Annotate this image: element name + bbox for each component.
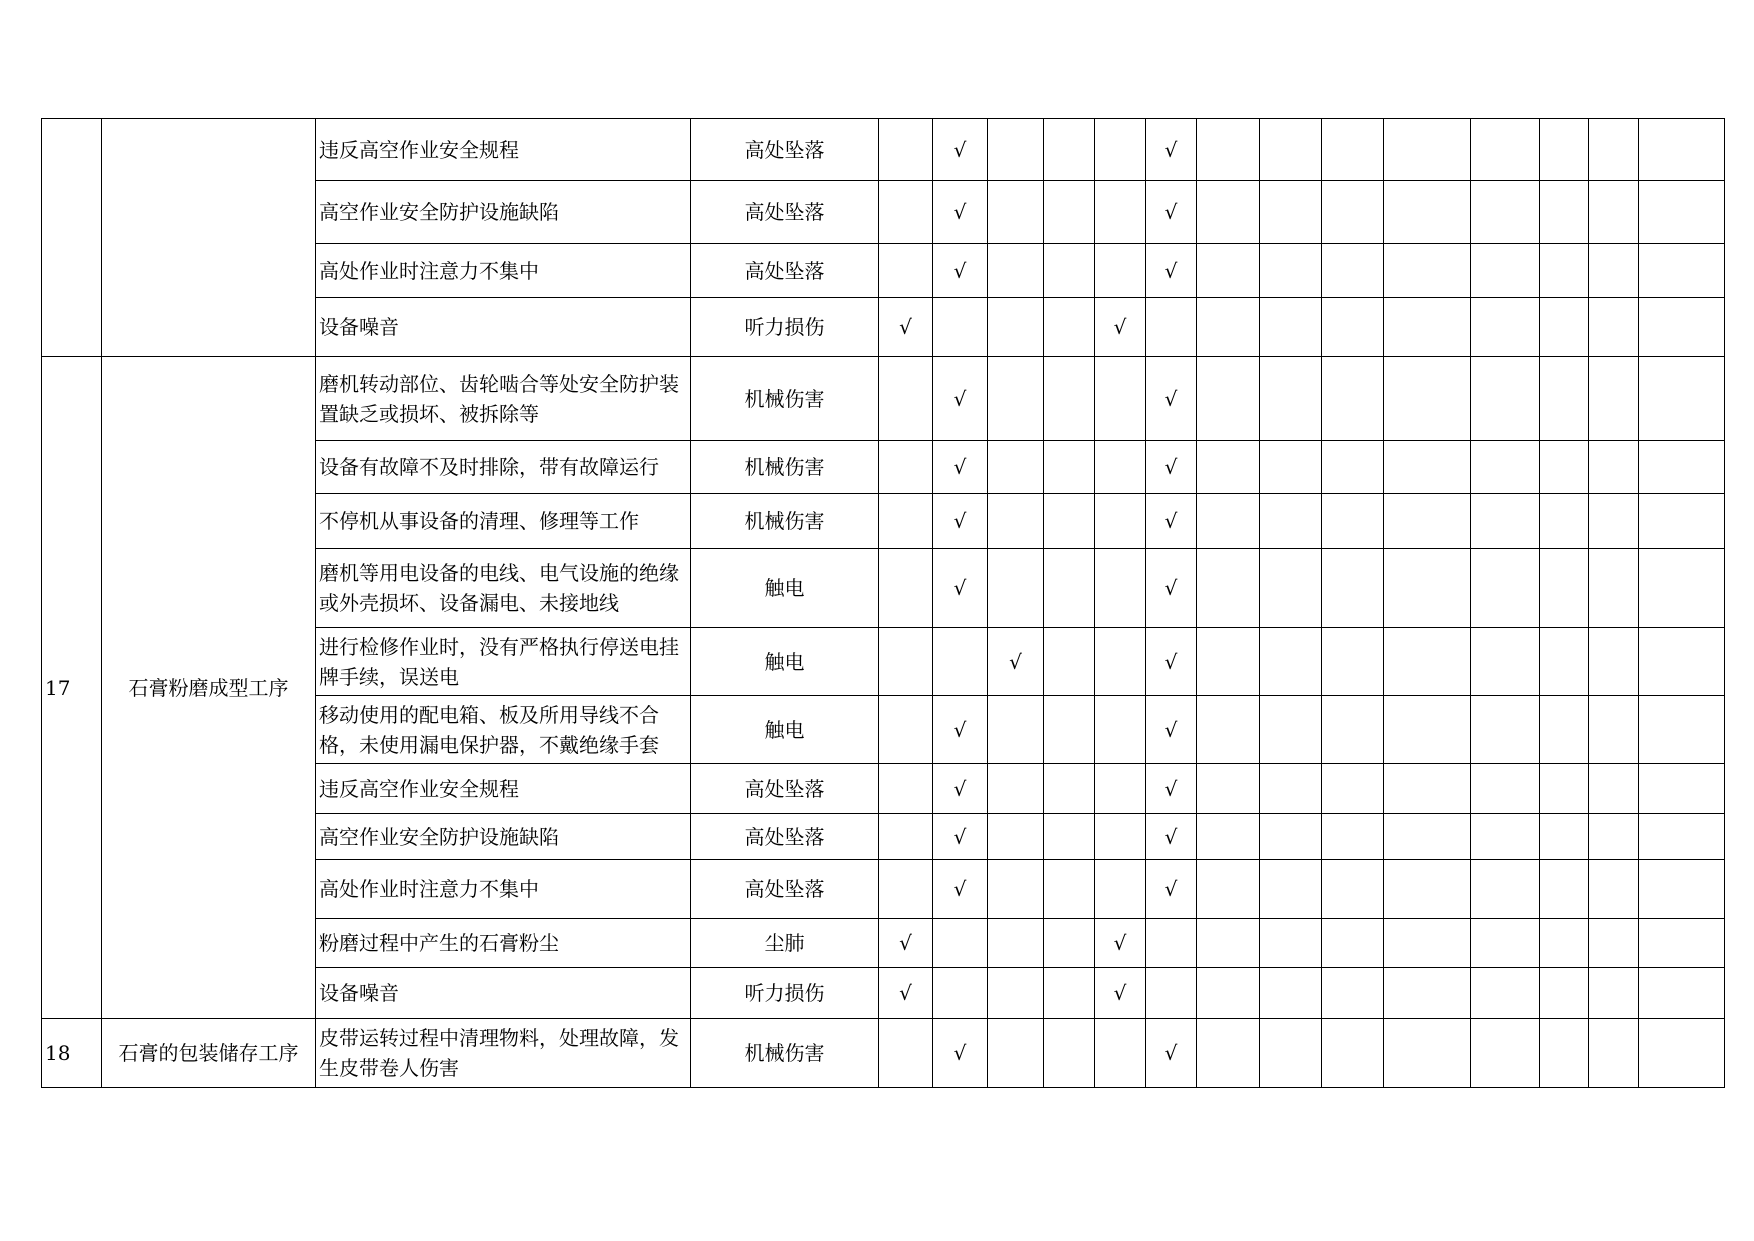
check-cell <box>1322 244 1384 298</box>
hazard-factor-cell: 高空作业安全防护设施缺陷 <box>316 814 691 860</box>
check-cell <box>1044 696 1095 764</box>
check-cell <box>1471 968 1540 1019</box>
check-cell <box>988 549 1044 628</box>
check-mark-icon: √ <box>1164 576 1178 600</box>
check-mark-icon: √ <box>1164 649 1178 674</box>
check-cell <box>1471 357 1540 441</box>
hazard-factor-cell: 进行检修作业时，没有严格执行停送电挂牌手续，误送电 <box>316 628 691 696</box>
check-cell <box>1589 244 1639 298</box>
check-cell <box>1146 441 1197 494</box>
accident-type-cell: 听力损伤 <box>691 968 879 1019</box>
hazard-factor-cell: 高处作业时注意力不集中 <box>316 860 691 919</box>
check-cell <box>1639 494 1725 549</box>
check-cell <box>1639 696 1725 764</box>
check-cell <box>988 357 1044 441</box>
check-cell <box>1044 119 1095 181</box>
check-cell <box>1260 244 1322 298</box>
check-cell <box>1471 119 1540 181</box>
accident-type-cell: 尘肺 <box>691 919 879 968</box>
check-cell <box>933 860 988 919</box>
check-cell <box>1044 860 1095 919</box>
check-cell <box>988 441 1044 494</box>
check-cell <box>879 357 933 441</box>
check-cell <box>879 494 933 549</box>
check-cell <box>1384 919 1471 968</box>
check-cell <box>933 357 988 441</box>
check-mark-icon: √ <box>953 200 967 224</box>
check-cell <box>988 1019 1044 1088</box>
check-mark-icon: √ <box>953 824 967 849</box>
check-cell <box>879 919 933 968</box>
check-cell <box>1146 119 1197 181</box>
check-cell <box>879 764 933 814</box>
check-cell <box>1639 628 1725 696</box>
check-cell <box>1540 119 1589 181</box>
check-cell <box>1197 494 1260 549</box>
check-cell <box>879 628 933 696</box>
check-mark-icon: √ <box>1009 649 1022 674</box>
check-cell <box>1639 357 1725 441</box>
check-cell <box>1471 298 1540 357</box>
check-cell <box>1471 628 1540 696</box>
check-cell <box>1384 119 1471 181</box>
check-cell <box>1589 494 1639 549</box>
check-cell <box>1146 919 1197 968</box>
check-cell <box>1589 814 1639 860</box>
check-mark-icon: √ <box>1164 824 1178 849</box>
check-cell <box>1471 549 1540 628</box>
check-cell <box>1095 968 1146 1019</box>
check-cell <box>988 919 1044 968</box>
check-cell <box>1384 494 1471 549</box>
check-cell <box>1540 549 1589 628</box>
check-cell <box>1471 181 1540 244</box>
check-cell <box>1322 814 1384 860</box>
check-cell <box>1044 549 1095 628</box>
check-cell <box>1197 1019 1260 1088</box>
check-cell <box>1095 357 1146 441</box>
check-cell <box>1044 919 1095 968</box>
check-cell <box>1639 441 1725 494</box>
check-cell <box>1589 298 1639 357</box>
check-cell <box>1322 441 1384 494</box>
check-cell <box>1639 919 1725 968</box>
check-cell <box>1197 860 1260 919</box>
check-cell <box>1260 298 1322 357</box>
check-cell <box>1146 244 1197 298</box>
check-cell <box>1322 696 1384 764</box>
check-cell <box>933 814 988 860</box>
check-cell <box>1540 860 1589 919</box>
check-cell <box>1197 919 1260 968</box>
check-cell <box>1044 628 1095 696</box>
check-cell <box>1589 919 1639 968</box>
check-cell <box>1471 919 1540 968</box>
accident-type-cell: 机械伤害 <box>691 1019 879 1088</box>
check-cell <box>1260 628 1322 696</box>
check-cell <box>1095 1019 1146 1088</box>
check-cell <box>1471 814 1540 860</box>
check-cell <box>1044 1019 1095 1088</box>
check-cell <box>1384 814 1471 860</box>
hazard-factor-cell: 不停机从事设备的清理、修理等工作 <box>316 494 691 549</box>
check-cell <box>1540 244 1589 298</box>
check-cell <box>1471 860 1540 919</box>
table-row <box>42 1019 1725 1088</box>
check-cell <box>1044 814 1095 860</box>
check-cell <box>1197 298 1260 357</box>
hazard-factor-cell: 设备噪音 <box>316 298 691 357</box>
check-cell <box>1197 441 1260 494</box>
check-cell <box>933 549 988 628</box>
accident-type-cell: 机械伤害 <box>691 357 879 441</box>
check-cell <box>933 181 988 244</box>
check-cell <box>1044 357 1095 441</box>
check-cell <box>1384 968 1471 1019</box>
check-cell <box>1540 357 1589 441</box>
check-cell <box>879 860 933 919</box>
check-cell <box>1540 814 1589 860</box>
check-cell <box>1197 814 1260 860</box>
hazard-factor-cell: 皮带运转过程中清理物料，处理故障，发生皮带卷人伤害 <box>316 1019 691 1088</box>
accident-type-cell: 触电 <box>691 628 879 696</box>
check-cell <box>988 244 1044 298</box>
check-cell <box>1044 244 1095 298</box>
check-cell <box>1260 441 1322 494</box>
check-cell <box>1095 814 1146 860</box>
check-cell <box>1322 549 1384 628</box>
check-cell <box>1260 814 1322 860</box>
check-cell <box>1197 119 1260 181</box>
check-cell <box>1639 181 1725 244</box>
check-mark-icon: √ <box>953 455 967 479</box>
check-cell <box>879 441 933 494</box>
check-cell <box>1589 357 1639 441</box>
check-cell <box>1384 549 1471 628</box>
check-cell <box>988 860 1044 919</box>
check-cell <box>1197 357 1260 441</box>
check-mark-icon: √ <box>1113 931 1127 955</box>
check-cell <box>879 298 933 357</box>
check-cell <box>1589 441 1639 494</box>
check-cell <box>1384 628 1471 696</box>
accident-type-cell: 机械伤害 <box>691 494 879 549</box>
check-cell <box>1260 357 1322 441</box>
accident-type-cell: 高处坠落 <box>691 119 879 181</box>
check-mark-icon: √ <box>1113 981 1127 1005</box>
check-cell <box>1540 764 1589 814</box>
check-cell <box>1260 696 1322 764</box>
check-cell <box>1589 764 1639 814</box>
check-cell <box>1197 549 1260 628</box>
check-cell <box>1384 860 1471 919</box>
accident-type-cell: 高处坠落 <box>691 860 879 919</box>
check-mark-icon: √ <box>899 981 912 1005</box>
check-cell <box>1639 1019 1725 1088</box>
check-cell <box>1322 628 1384 696</box>
check-cell <box>1471 764 1540 814</box>
check-cell <box>879 549 933 628</box>
check-cell <box>933 298 988 357</box>
check-cell <box>1589 968 1639 1019</box>
check-mark-icon: √ <box>953 877 967 901</box>
check-cell <box>1146 181 1197 244</box>
check-cell <box>1044 181 1095 244</box>
check-cell <box>1589 119 1639 181</box>
hazard-factor-cell: 违反高空作业安全规程 <box>316 764 691 814</box>
check-mark-icon: √ <box>1164 1041 1178 1065</box>
process-cell: 石膏的包装储存工序 <box>102 1019 316 1088</box>
check-cell <box>988 696 1044 764</box>
hazard-factor-cell: 高处作业时注意力不集中 <box>316 244 691 298</box>
check-cell <box>1095 298 1146 357</box>
check-cell <box>879 814 933 860</box>
check-cell <box>1639 298 1725 357</box>
check-cell <box>1322 298 1384 357</box>
check-mark-icon: √ <box>953 258 967 283</box>
check-cell <box>933 494 988 549</box>
row-number-cell: 17 <box>42 357 102 1019</box>
check-cell <box>1540 494 1589 549</box>
check-mark-icon: √ <box>1164 137 1178 162</box>
check-cell <box>1540 919 1589 968</box>
check-cell <box>1260 968 1322 1019</box>
check-cell <box>1471 441 1540 494</box>
row-number-cell: 18 <box>42 1019 102 1088</box>
check-mark-icon: √ <box>1164 717 1178 742</box>
check-cell <box>1146 968 1197 1019</box>
check-cell <box>988 968 1044 1019</box>
check-cell <box>1639 244 1725 298</box>
check-cell <box>1589 1019 1639 1088</box>
accident-type-cell: 机械伤害 <box>691 441 879 494</box>
check-cell <box>1146 860 1197 919</box>
check-cell <box>988 181 1044 244</box>
check-mark-icon: √ <box>953 386 967 411</box>
check-cell <box>1322 357 1384 441</box>
check-cell <box>1146 696 1197 764</box>
check-cell <box>1197 244 1260 298</box>
check-cell <box>1197 181 1260 244</box>
check-cell <box>1639 764 1725 814</box>
check-cell <box>1322 860 1384 919</box>
check-cell <box>1095 244 1146 298</box>
check-mark-icon: √ <box>899 315 912 339</box>
check-cell <box>1471 696 1540 764</box>
check-cell <box>1639 549 1725 628</box>
check-cell <box>1589 628 1639 696</box>
check-cell <box>879 1019 933 1088</box>
check-cell <box>879 244 933 298</box>
check-cell <box>1044 441 1095 494</box>
process-cell: 石膏粉磨成型工序 <box>102 357 316 1019</box>
check-cell <box>1639 968 1725 1019</box>
check-cell <box>879 696 933 764</box>
process-cell <box>102 119 316 357</box>
check-mark-icon: √ <box>1164 776 1178 801</box>
check-cell <box>1260 494 1322 549</box>
check-cell <box>1384 441 1471 494</box>
check-mark-icon: √ <box>953 776 967 801</box>
hazard-factor-cell: 磨机等用电设备的电线、电气设施的绝缘或外壳损坏、设备漏电、未接地线 <box>316 549 691 628</box>
check-cell <box>1322 764 1384 814</box>
check-cell <box>1384 764 1471 814</box>
hazard-factor-cell: 违反高空作业安全规程 <box>316 119 691 181</box>
check-cell <box>1540 628 1589 696</box>
check-mark-icon: √ <box>1164 258 1178 283</box>
check-cell <box>1095 919 1146 968</box>
check-cell <box>1639 814 1725 860</box>
check-cell <box>1260 919 1322 968</box>
accident-type-cell: 触电 <box>691 696 879 764</box>
check-cell <box>1589 181 1639 244</box>
check-cell <box>1384 357 1471 441</box>
check-cell <box>1146 814 1197 860</box>
check-cell <box>1044 764 1095 814</box>
check-cell <box>1384 696 1471 764</box>
check-cell <box>1322 181 1384 244</box>
check-mark-icon: √ <box>953 576 967 600</box>
check-cell <box>933 764 988 814</box>
check-cell <box>1095 119 1146 181</box>
check-cell <box>879 181 933 244</box>
check-cell <box>1095 628 1146 696</box>
check-cell <box>1260 764 1322 814</box>
check-cell <box>1146 628 1197 696</box>
check-cell <box>988 764 1044 814</box>
check-cell <box>1095 549 1146 628</box>
check-cell <box>1322 494 1384 549</box>
check-cell <box>1589 549 1639 628</box>
check-cell <box>879 119 933 181</box>
check-cell <box>1146 1019 1197 1088</box>
check-mark-icon: √ <box>1113 315 1127 339</box>
check-cell <box>933 441 988 494</box>
hazard-identification-table <box>41 118 1725 1088</box>
check-mark-icon: √ <box>1164 386 1178 411</box>
check-cell <box>1146 298 1197 357</box>
check-cell <box>988 298 1044 357</box>
check-cell <box>1540 696 1589 764</box>
check-cell <box>1146 549 1197 628</box>
check-cell <box>1095 764 1146 814</box>
check-cell <box>988 628 1044 696</box>
check-cell <box>1197 968 1260 1019</box>
check-cell <box>1146 764 1197 814</box>
accident-type-cell: 听力损伤 <box>691 298 879 357</box>
check-cell <box>933 696 988 764</box>
check-cell <box>1540 441 1589 494</box>
check-cell <box>1322 1019 1384 1088</box>
check-cell <box>988 494 1044 549</box>
check-cell <box>933 119 988 181</box>
hazard-factor-cell: 磨机转动部位、齿轮啮合等处安全防护装置缺乏或损坏、被拆除等 <box>316 357 691 441</box>
check-cell <box>1322 119 1384 181</box>
check-cell <box>988 814 1044 860</box>
check-cell <box>1589 860 1639 919</box>
accident-type-cell: 触电 <box>691 549 879 628</box>
check-cell <box>1540 968 1589 1019</box>
check-cell <box>933 1019 988 1088</box>
accident-type-cell: 高处坠落 <box>691 764 879 814</box>
check-cell <box>1095 696 1146 764</box>
check-cell <box>1197 764 1260 814</box>
check-cell <box>1146 494 1197 549</box>
check-cell <box>1260 1019 1322 1088</box>
accident-type-cell: 高处坠落 <box>691 244 879 298</box>
check-cell <box>1639 119 1725 181</box>
check-cell <box>1260 181 1322 244</box>
check-mark-icon: √ <box>953 137 967 162</box>
check-cell <box>1260 549 1322 628</box>
check-cell <box>933 628 988 696</box>
check-cell <box>1260 860 1322 919</box>
check-cell <box>1322 968 1384 1019</box>
check-cell <box>1197 696 1260 764</box>
check-cell <box>1384 298 1471 357</box>
check-cell <box>1384 244 1471 298</box>
check-cell <box>1146 357 1197 441</box>
check-cell <box>1471 494 1540 549</box>
accident-type-cell: 高处坠落 <box>691 814 879 860</box>
check-cell <box>1095 181 1146 244</box>
check-cell <box>1260 119 1322 181</box>
check-cell <box>1322 919 1384 968</box>
check-cell <box>879 968 933 1019</box>
row-number-cell <box>42 119 102 357</box>
check-cell <box>1197 628 1260 696</box>
check-cell <box>1540 1019 1589 1088</box>
check-mark-icon: √ <box>953 1041 967 1065</box>
check-cell <box>1095 860 1146 919</box>
check-cell <box>1471 1019 1540 1088</box>
check-mark-icon: √ <box>1164 877 1178 901</box>
check-cell <box>1095 441 1146 494</box>
hazard-factor-cell: 移动使用的配电箱、板及所用导线不合格，未使用漏电保护器，不戴绝缘手套 <box>316 696 691 764</box>
hazard-factor-cell: 高空作业安全防护设施缺陷 <box>316 181 691 244</box>
check-mark-icon: √ <box>899 931 912 955</box>
check-cell <box>1639 860 1725 919</box>
check-mark-icon: √ <box>1164 509 1178 533</box>
check-cell <box>1044 968 1095 1019</box>
check-mark-icon: √ <box>1164 455 1178 479</box>
check-cell <box>1540 298 1589 357</box>
accident-type-cell: 高处坠落 <box>691 181 879 244</box>
table-row <box>42 357 1725 441</box>
check-mark-icon: √ <box>1164 200 1178 224</box>
check-cell <box>988 119 1044 181</box>
check-cell <box>1384 181 1471 244</box>
check-cell <box>1044 494 1095 549</box>
check-cell <box>1471 244 1540 298</box>
check-cell <box>1384 1019 1471 1088</box>
check-cell <box>1589 696 1639 764</box>
hazard-factor-cell: 设备噪音 <box>316 968 691 1019</box>
check-cell <box>1095 494 1146 549</box>
check-cell <box>933 244 988 298</box>
check-mark-icon: √ <box>953 509 967 533</box>
table-row <box>42 119 1725 181</box>
hazard-factor-cell: 设备有故障不及时排除，带有故障运行 <box>316 441 691 494</box>
check-mark-icon: √ <box>953 717 967 742</box>
hazard-factor-cell: 粉磨过程中产生的石膏粉尘 <box>316 919 691 968</box>
check-cell <box>1540 181 1589 244</box>
check-cell <box>1044 298 1095 357</box>
check-cell <box>933 968 988 1019</box>
check-cell <box>933 919 988 968</box>
